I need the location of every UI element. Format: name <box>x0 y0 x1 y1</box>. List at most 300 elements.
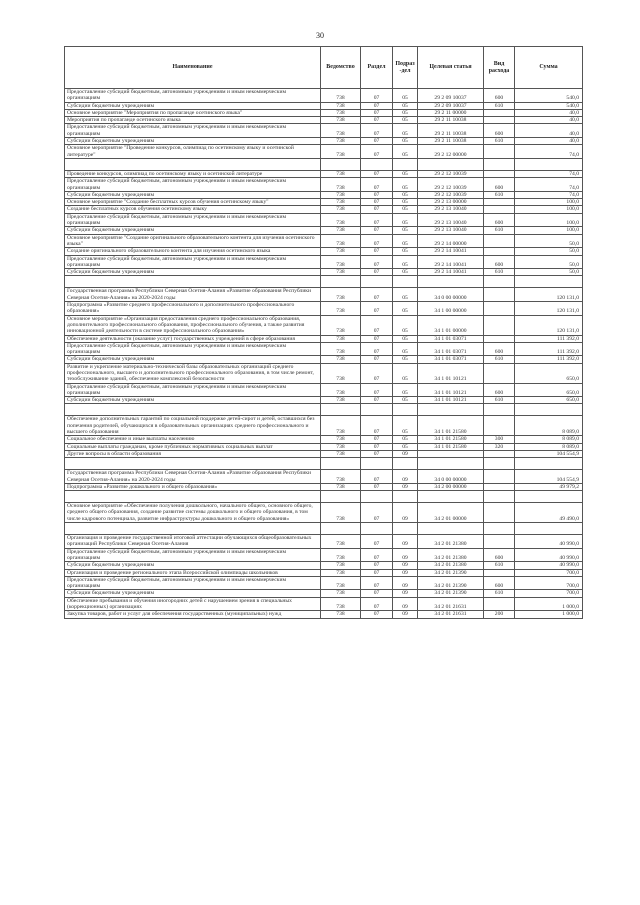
cell-amount: 111 392,0 <box>515 342 583 356</box>
cell-name <box>65 276 321 288</box>
cell-target-item: 29 2 12 10039 <box>418 178 484 192</box>
cell-target-item: 34 2 00 00000 <box>418 483 484 490</box>
cell-ministry: 738 <box>321 611 361 618</box>
cell-target-item: 34 2 01 21380 <box>418 535 484 549</box>
table-row <box>65 248 583 255</box>
cell-section: 07 <box>361 315 393 335</box>
cell-amount: 40,0 <box>515 117 583 124</box>
cell-subsection: 05 <box>393 416 418 436</box>
cell-amount <box>515 491 583 503</box>
cell-target-item: 34 1 01 03071 <box>418 342 484 356</box>
cell-amount <box>515 158 583 170</box>
cell-target-item: 34 2 01 21390 <box>418 569 484 576</box>
table-row <box>65 342 583 356</box>
cell-ministry: 738 <box>321 443 361 450</box>
table-row <box>65 315 583 335</box>
cell-name: Создание бесплатных курсов обучения осетинскому языку <box>65 206 321 213</box>
cell-subsection: 09 <box>393 450 418 457</box>
cell-expense-type <box>484 523 515 535</box>
cell-expense-type <box>484 288 515 302</box>
cell-name <box>65 158 321 170</box>
cell-name: Организация и проведение регионального этапа Всероссийской олимпиады школьников <box>65 569 321 576</box>
cell-section: 07 <box>361 269 393 276</box>
table-row <box>65 89 583 103</box>
cell-subsection: 05 <box>393 227 418 234</box>
cell-expense-type: 200 <box>484 611 515 618</box>
cell-ministry: 738 <box>321 436 361 443</box>
cell-expense-type <box>484 569 515 576</box>
cell-amount: 700,0 <box>515 569 583 576</box>
cell-ministry: 738 <box>321 109 361 116</box>
budget-table <box>64 46 583 619</box>
cell-target-item: 34 1 01 10121 <box>418 363 484 383</box>
cell-ministry: 738 <box>321 178 361 192</box>
cell-target-item: 29 2 14 00000 <box>418 234 484 248</box>
cell-ministry: 738 <box>321 191 361 198</box>
cell-ministry: 738 <box>321 288 361 302</box>
table-row <box>65 590 583 597</box>
cell-subsection: 09 <box>393 483 418 490</box>
cell-section: 07 <box>361 562 393 569</box>
cell-expense-type: 600 <box>484 342 515 356</box>
table-row <box>65 356 583 363</box>
table-row <box>65 227 583 234</box>
cell-target-item <box>418 158 484 170</box>
table-row <box>65 611 583 618</box>
cell-subsection: 09 <box>393 597 418 611</box>
cell-subsection: 05 <box>393 124 418 138</box>
table-row <box>65 276 583 288</box>
cell-amount: 8 089,0 <box>515 436 583 443</box>
cell-section: 07 <box>361 436 393 443</box>
table-row <box>65 158 583 170</box>
cell-name: Закупка товаров, работ и услуг для обеспечения государственных (муниципальных) нужд <box>65 611 321 618</box>
cell-name: Обеспечение дополнительных гарантий по социальной поддержке детей-сирот и детей, оставшихся без попечения родителей, обучающихся в образовательных организациях среднего профессионального и высшего образования <box>65 416 321 436</box>
cell-target-item: 29 2 13 10040 <box>418 206 484 213</box>
cell-amount: 700,0 <box>515 576 583 590</box>
cell-amount: 100,0 <box>515 199 583 206</box>
table-row <box>65 436 583 443</box>
cell-target-item: 34 2 01 21631 <box>418 597 484 611</box>
cell-section: 07 <box>361 443 393 450</box>
header-section: Раздел <box>361 47 393 89</box>
cell-subsection: 05 <box>393 363 418 383</box>
cell-ministry <box>321 276 361 288</box>
cell-subsection: 05 <box>393 109 418 116</box>
cell-subsection: 05 <box>393 335 418 342</box>
cell-subsection: 09 <box>393 503 418 523</box>
cell-expense-type <box>484 404 515 416</box>
cell-subsection: 05 <box>393 302 418 316</box>
cell-amount: 540,0 <box>515 102 583 109</box>
cell-name: Мероприятия по пропаганде осетинского языка <box>65 117 321 124</box>
cell-amount: 40,0 <box>515 109 583 116</box>
cell-target-item: 29 2 13 10040 <box>418 227 484 234</box>
cell-target-item: 34 1 01 21580 <box>418 443 484 450</box>
table-row <box>65 535 583 549</box>
table-row <box>65 404 583 416</box>
cell-ministry <box>321 523 361 535</box>
cell-expense-type <box>484 535 515 549</box>
cell-ministry: 738 <box>321 535 361 549</box>
cell-target-item: 29 2 11 00000 <box>418 109 484 116</box>
cell-expense-type <box>484 276 515 288</box>
cell-target-item: 29 2 14 10041 <box>418 255 484 269</box>
table-row <box>65 450 583 457</box>
table-row <box>65 288 583 302</box>
cell-name: Развитие и укрепление материально-технической базы образовательных организаций среднего профессионального, высшего и дополнительного профессионального образования, в том числе ремонт, техобслуживание зданий, обеспечение комплексной безопасности <box>65 363 321 383</box>
cell-target-item <box>418 450 484 457</box>
cell-ministry: 738 <box>321 335 361 342</box>
table-row <box>65 117 583 124</box>
cell-target-item: 34 2 01 21380 <box>418 562 484 569</box>
cell-amount <box>515 276 583 288</box>
cell-section: 07 <box>361 576 393 590</box>
cell-subsection: 05 <box>393 213 418 227</box>
cell-section: 07 <box>361 503 393 523</box>
cell-name <box>65 404 321 416</box>
cell-section: 07 <box>361 302 393 316</box>
table-row <box>65 335 583 342</box>
cell-name <box>65 458 321 470</box>
cell-target-item: 34 0 00 00000 <box>418 470 484 484</box>
cell-amount: 74,0 <box>515 178 583 192</box>
table-row <box>65 178 583 192</box>
cell-expense-type <box>484 335 515 342</box>
table-row <box>65 562 583 569</box>
cell-ministry: 738 <box>321 170 361 177</box>
cell-expense-type: 610 <box>484 356 515 363</box>
cell-amount <box>515 404 583 416</box>
cell-ministry: 738 <box>321 206 361 213</box>
cell-target-item: 34 2 01 21390 <box>418 576 484 590</box>
cell-target-item: 29 2 09 10037 <box>418 89 484 103</box>
cell-section: 07 <box>361 227 393 234</box>
cell-expense-type <box>484 416 515 436</box>
cell-ministry: 738 <box>321 269 361 276</box>
table-row <box>65 523 583 535</box>
cell-name: Предоставление субсидий бюджетным, автономным учреждениям и иным некоммерческим организациям <box>65 124 321 138</box>
table-row <box>65 191 583 198</box>
cell-expense-type: 610 <box>484 227 515 234</box>
cell-name: Предоставление субсидий бюджетным, автономным учреждениям и иным некоммерческим организациям <box>65 213 321 227</box>
cell-ministry: 738 <box>321 138 361 145</box>
table-body <box>65 89 583 619</box>
cell-subsection <box>393 158 418 170</box>
cell-amount: 40,0 <box>515 138 583 145</box>
cell-name: Предоставление субсидий бюджетным, автономным учреждениям и иным некоммерческим организациям <box>65 383 321 397</box>
cell-ministry <box>321 158 361 170</box>
cell-ministry: 738 <box>321 383 361 397</box>
cell-section: 07 <box>361 191 393 198</box>
cell-expense-type: 610 <box>484 269 515 276</box>
table-row <box>65 597 583 611</box>
cell-subsection: 05 <box>393 342 418 356</box>
cell-name: Субсидии бюджетным учреждениям <box>65 562 321 569</box>
cell-name: Предоставление субсидий бюджетным, автономным учреждениям и иным некоммерческим организациям <box>65 342 321 356</box>
cell-amount: 650,0 <box>515 363 583 383</box>
cell-ministry: 738 <box>321 416 361 436</box>
cell-expense-type <box>484 597 515 611</box>
cell-target-item: 29 2 12 00000 <box>418 145 484 159</box>
cell-section: 07 <box>361 288 393 302</box>
cell-subsection: 05 <box>393 234 418 248</box>
cell-subsection: 05 <box>393 255 418 269</box>
cell-amount: 50,0 <box>515 248 583 255</box>
cell-name: Обеспечение деятельности (оказание услуг) государственных учреждений в сфере образования <box>65 335 321 342</box>
cell-ministry: 738 <box>321 597 361 611</box>
table-row <box>65 170 583 177</box>
cell-expense-type: 600 <box>484 255 515 269</box>
cell-subsection: 09 <box>393 576 418 590</box>
cell-expense-type: 610 <box>484 138 515 145</box>
cell-section: 07 <box>361 416 393 436</box>
table-row <box>65 269 583 276</box>
cell-expense-type <box>484 158 515 170</box>
cell-expense-type: 610 <box>484 397 515 404</box>
cell-ministry: 738 <box>321 117 361 124</box>
cell-ministry: 738 <box>321 248 361 255</box>
cell-name: Социальное обеспечение и иные выплаты населению <box>65 436 321 443</box>
cell-amount: 50,0 <box>515 269 583 276</box>
cell-section: 07 <box>361 535 393 549</box>
cell-section: 07 <box>361 611 393 618</box>
cell-amount: 40 990,0 <box>515 548 583 562</box>
cell-subsection <box>393 458 418 470</box>
cell-ministry: 738 <box>321 227 361 234</box>
cell-name: Подпрограмма «Развитие дошкольного и общего образования» <box>65 483 321 490</box>
cell-expense-type: 600 <box>484 383 515 397</box>
cell-section: 07 <box>361 548 393 562</box>
cell-amount: 120 131,0 <box>515 315 583 335</box>
cell-ministry: 738 <box>321 548 361 562</box>
cell-subsection: 05 <box>393 89 418 103</box>
cell-expense-type <box>484 109 515 116</box>
cell-section: 07 <box>361 383 393 397</box>
cell-amount <box>515 458 583 470</box>
cell-subsection: 05 <box>393 117 418 124</box>
table-row <box>65 503 583 523</box>
cell-ministry: 738 <box>321 397 361 404</box>
table-row <box>65 576 583 590</box>
cell-amount: 650,0 <box>515 383 583 397</box>
cell-subsection: 05 <box>393 191 418 198</box>
cell-name: Предоставление субсидий бюджетным, автономным учреждениям и иным некоммерческим организациям <box>65 255 321 269</box>
cell-name: Предоставление субсидий бюджетным, автономным учреждениям и иным некоммерческим организациям <box>65 89 321 103</box>
cell-expense-type <box>484 470 515 484</box>
cell-target-item <box>418 523 484 535</box>
cell-name: Другие вопросы в области образования <box>65 450 321 457</box>
table-row <box>65 102 583 109</box>
cell-name: Субсидии бюджетным учреждениям <box>65 397 321 404</box>
cell-amount: 1 000,0 <box>515 597 583 611</box>
cell-subsection: 09 <box>393 611 418 618</box>
cell-expense-type <box>484 170 515 177</box>
cell-amount: 74,0 <box>515 191 583 198</box>
cell-subsection <box>393 491 418 503</box>
table-row <box>65 383 583 397</box>
cell-amount: 100,0 <box>515 227 583 234</box>
cell-section <box>361 276 393 288</box>
cell-name: Социальные выплаты гражданам, кроме публичных нормативных социальных выплат <box>65 443 321 450</box>
cell-amount: 111 392,0 <box>515 335 583 342</box>
cell-section: 07 <box>361 450 393 457</box>
cell-target-item: 34 1 01 03071 <box>418 335 484 342</box>
cell-subsection: 05 <box>393 102 418 109</box>
cell-target-item: 29 2 12 10039 <box>418 170 484 177</box>
table-row <box>65 397 583 404</box>
cell-expense-type: 600 <box>484 548 515 562</box>
cell-name: Организация и проведение государственной итоговой аттестации обучающихся общеобразовательных организаций Республики Северная Осетия-Алания <box>65 535 321 549</box>
cell-section <box>361 458 393 470</box>
cell-subsection: 05 <box>393 206 418 213</box>
cell-section: 07 <box>361 342 393 356</box>
cell-ministry: 738 <box>321 102 361 109</box>
cell-subsection: 05 <box>393 315 418 335</box>
cell-amount: 100,0 <box>515 213 583 227</box>
cell-amount: 40,0 <box>515 124 583 138</box>
cell-section: 07 <box>361 102 393 109</box>
cell-expense-type: 610 <box>484 590 515 597</box>
table-row <box>65 124 583 138</box>
table-row <box>65 363 583 383</box>
header-target-item: Целевая статья <box>418 47 484 89</box>
cell-amount: 50,0 <box>515 255 583 269</box>
table-row <box>65 255 583 269</box>
cell-subsection: 09 <box>393 470 418 484</box>
table-row <box>65 302 583 316</box>
table-row <box>65 109 583 116</box>
cell-target-item: 29 2 13 00000 <box>418 199 484 206</box>
cell-subsection: 09 <box>393 535 418 549</box>
cell-amount: 120 131,0 <box>515 302 583 316</box>
cell-ministry: 738 <box>321 234 361 248</box>
cell-target-item <box>418 276 484 288</box>
cell-name: Предоставление субсидий бюджетным, автономным учреждениям и иным некоммерческим организациям <box>65 576 321 590</box>
cell-subsection: 09 <box>393 590 418 597</box>
cell-subsection <box>393 404 418 416</box>
cell-amount: 540,0 <box>515 89 583 103</box>
table-row <box>65 483 583 490</box>
cell-name: Основное мероприятие «Организация предоставления среднего профессионального образования, дополнительного профессионального образования, профессионального обучения, а также развития инновационной деятельности в системе профессионального образования» <box>65 315 321 335</box>
header-expense-type: Вид расхода <box>484 47 515 89</box>
cell-ministry <box>321 491 361 503</box>
cell-target-item: 29 2 11 10038 <box>418 138 484 145</box>
cell-section: 07 <box>361 356 393 363</box>
cell-target-item <box>418 491 484 503</box>
cell-expense-type: 600 <box>484 89 515 103</box>
cell-name: Государственная программа Республики Северная Осетия-Алания «Развитие образования Республики Северная Осетия-Алания» на 2020-2024 годы <box>65 288 321 302</box>
cell-subsection: 05 <box>393 178 418 192</box>
cell-target-item: 34 1 00 00000 <box>418 302 484 316</box>
cell-ministry <box>321 458 361 470</box>
cell-ministry <box>321 404 361 416</box>
cell-amount: 49 490,0 <box>515 503 583 523</box>
cell-expense-type <box>484 315 515 335</box>
cell-amount: 50,0 <box>515 234 583 248</box>
cell-amount: 104 554,9 <box>515 470 583 484</box>
cell-ministry: 738 <box>321 503 361 523</box>
cell-ministry: 738 <box>321 199 361 206</box>
cell-section: 07 <box>361 397 393 404</box>
table-row <box>65 199 583 206</box>
cell-section: 07 <box>361 470 393 484</box>
cell-subsection: 05 <box>393 288 418 302</box>
cell-amount: 1 000,0 <box>515 611 583 618</box>
cell-section: 07 <box>361 569 393 576</box>
cell-ministry: 738 <box>321 124 361 138</box>
cell-section: 07 <box>361 138 393 145</box>
cell-section: 07 <box>361 117 393 124</box>
table-row <box>65 213 583 227</box>
table-row <box>65 470 583 484</box>
cell-section: 07 <box>361 124 393 138</box>
cell-expense-type <box>484 234 515 248</box>
cell-section: 07 <box>361 213 393 227</box>
cell-section <box>361 491 393 503</box>
cell-amount: 8 089,0 <box>515 443 583 450</box>
cell-target-item: 34 1 01 00000 <box>418 315 484 335</box>
cell-expense-type: 320 <box>484 443 515 450</box>
cell-target-item: 29 2 12 10039 <box>418 191 484 198</box>
cell-target-item: 34 2 01 21380 <box>418 548 484 562</box>
cell-expense-type <box>484 450 515 457</box>
cell-ministry: 738 <box>321 470 361 484</box>
cell-target-item: 29 2 11 10038 <box>418 117 484 124</box>
cell-subsection: 05 <box>393 145 418 159</box>
cell-name: Субсидии бюджетным учреждениям <box>65 227 321 234</box>
cell-target-item: 29 2 11 10038 <box>418 124 484 138</box>
cell-ministry: 738 <box>321 342 361 356</box>
cell-section: 07 <box>361 109 393 116</box>
cell-ministry: 738 <box>321 213 361 227</box>
cell-section: 07 <box>361 234 393 248</box>
cell-target-item: 29 2 13 10040 <box>418 213 484 227</box>
cell-section: 07 <box>361 255 393 269</box>
cell-name: Основное мероприятие «Обеспечение получения дошкольного, начального общего, основного общего, среднего общего образования, создание развитие системы дошкольного и общего образования, в том числе кадрового потенциала, развитие инфраструктуры дошкольного и общего образования» <box>65 503 321 523</box>
cell-ministry: 738 <box>321 590 361 597</box>
table-row <box>65 491 583 503</box>
header-amount: Сумма <box>515 47 583 89</box>
cell-name: Субсидии бюджетным учреждениям <box>65 269 321 276</box>
cell-amount: 650,0 <box>515 397 583 404</box>
cell-target-item: 29 2 14 10041 <box>418 248 484 255</box>
cell-amount: 104 554,9 <box>515 450 583 457</box>
cell-target-item: 29 2 14 10041 <box>418 269 484 276</box>
cell-amount: 40 990,0 <box>515 562 583 569</box>
cell-expense-type <box>484 458 515 470</box>
cell-ministry: 738 <box>321 562 361 569</box>
cell-subsection <box>393 276 418 288</box>
cell-target-item: 34 1 01 21580 <box>418 416 484 436</box>
cell-ministry: 738 <box>321 576 361 590</box>
cell-amount: 111 392,0 <box>515 356 583 363</box>
cell-section: 07 <box>361 483 393 490</box>
cell-name: Субсидии бюджетным учреждениям <box>65 102 321 109</box>
cell-section: 07 <box>361 335 393 342</box>
cell-ministry: 738 <box>321 483 361 490</box>
cell-ministry: 738 <box>321 363 361 383</box>
cell-expense-type <box>484 503 515 523</box>
cell-expense-type <box>484 117 515 124</box>
cell-expense-type: 600 <box>484 213 515 227</box>
table-row <box>65 443 583 450</box>
cell-section: 07 <box>361 590 393 597</box>
cell-amount: 700,0 <box>515 590 583 597</box>
cell-name: Подпрограмма «Развитие среднего профессионального и дополнительного профессионального образования» <box>65 302 321 316</box>
cell-target-item: 34 2 01 21390 <box>418 590 484 597</box>
header-name: Наименование <box>65 47 321 89</box>
